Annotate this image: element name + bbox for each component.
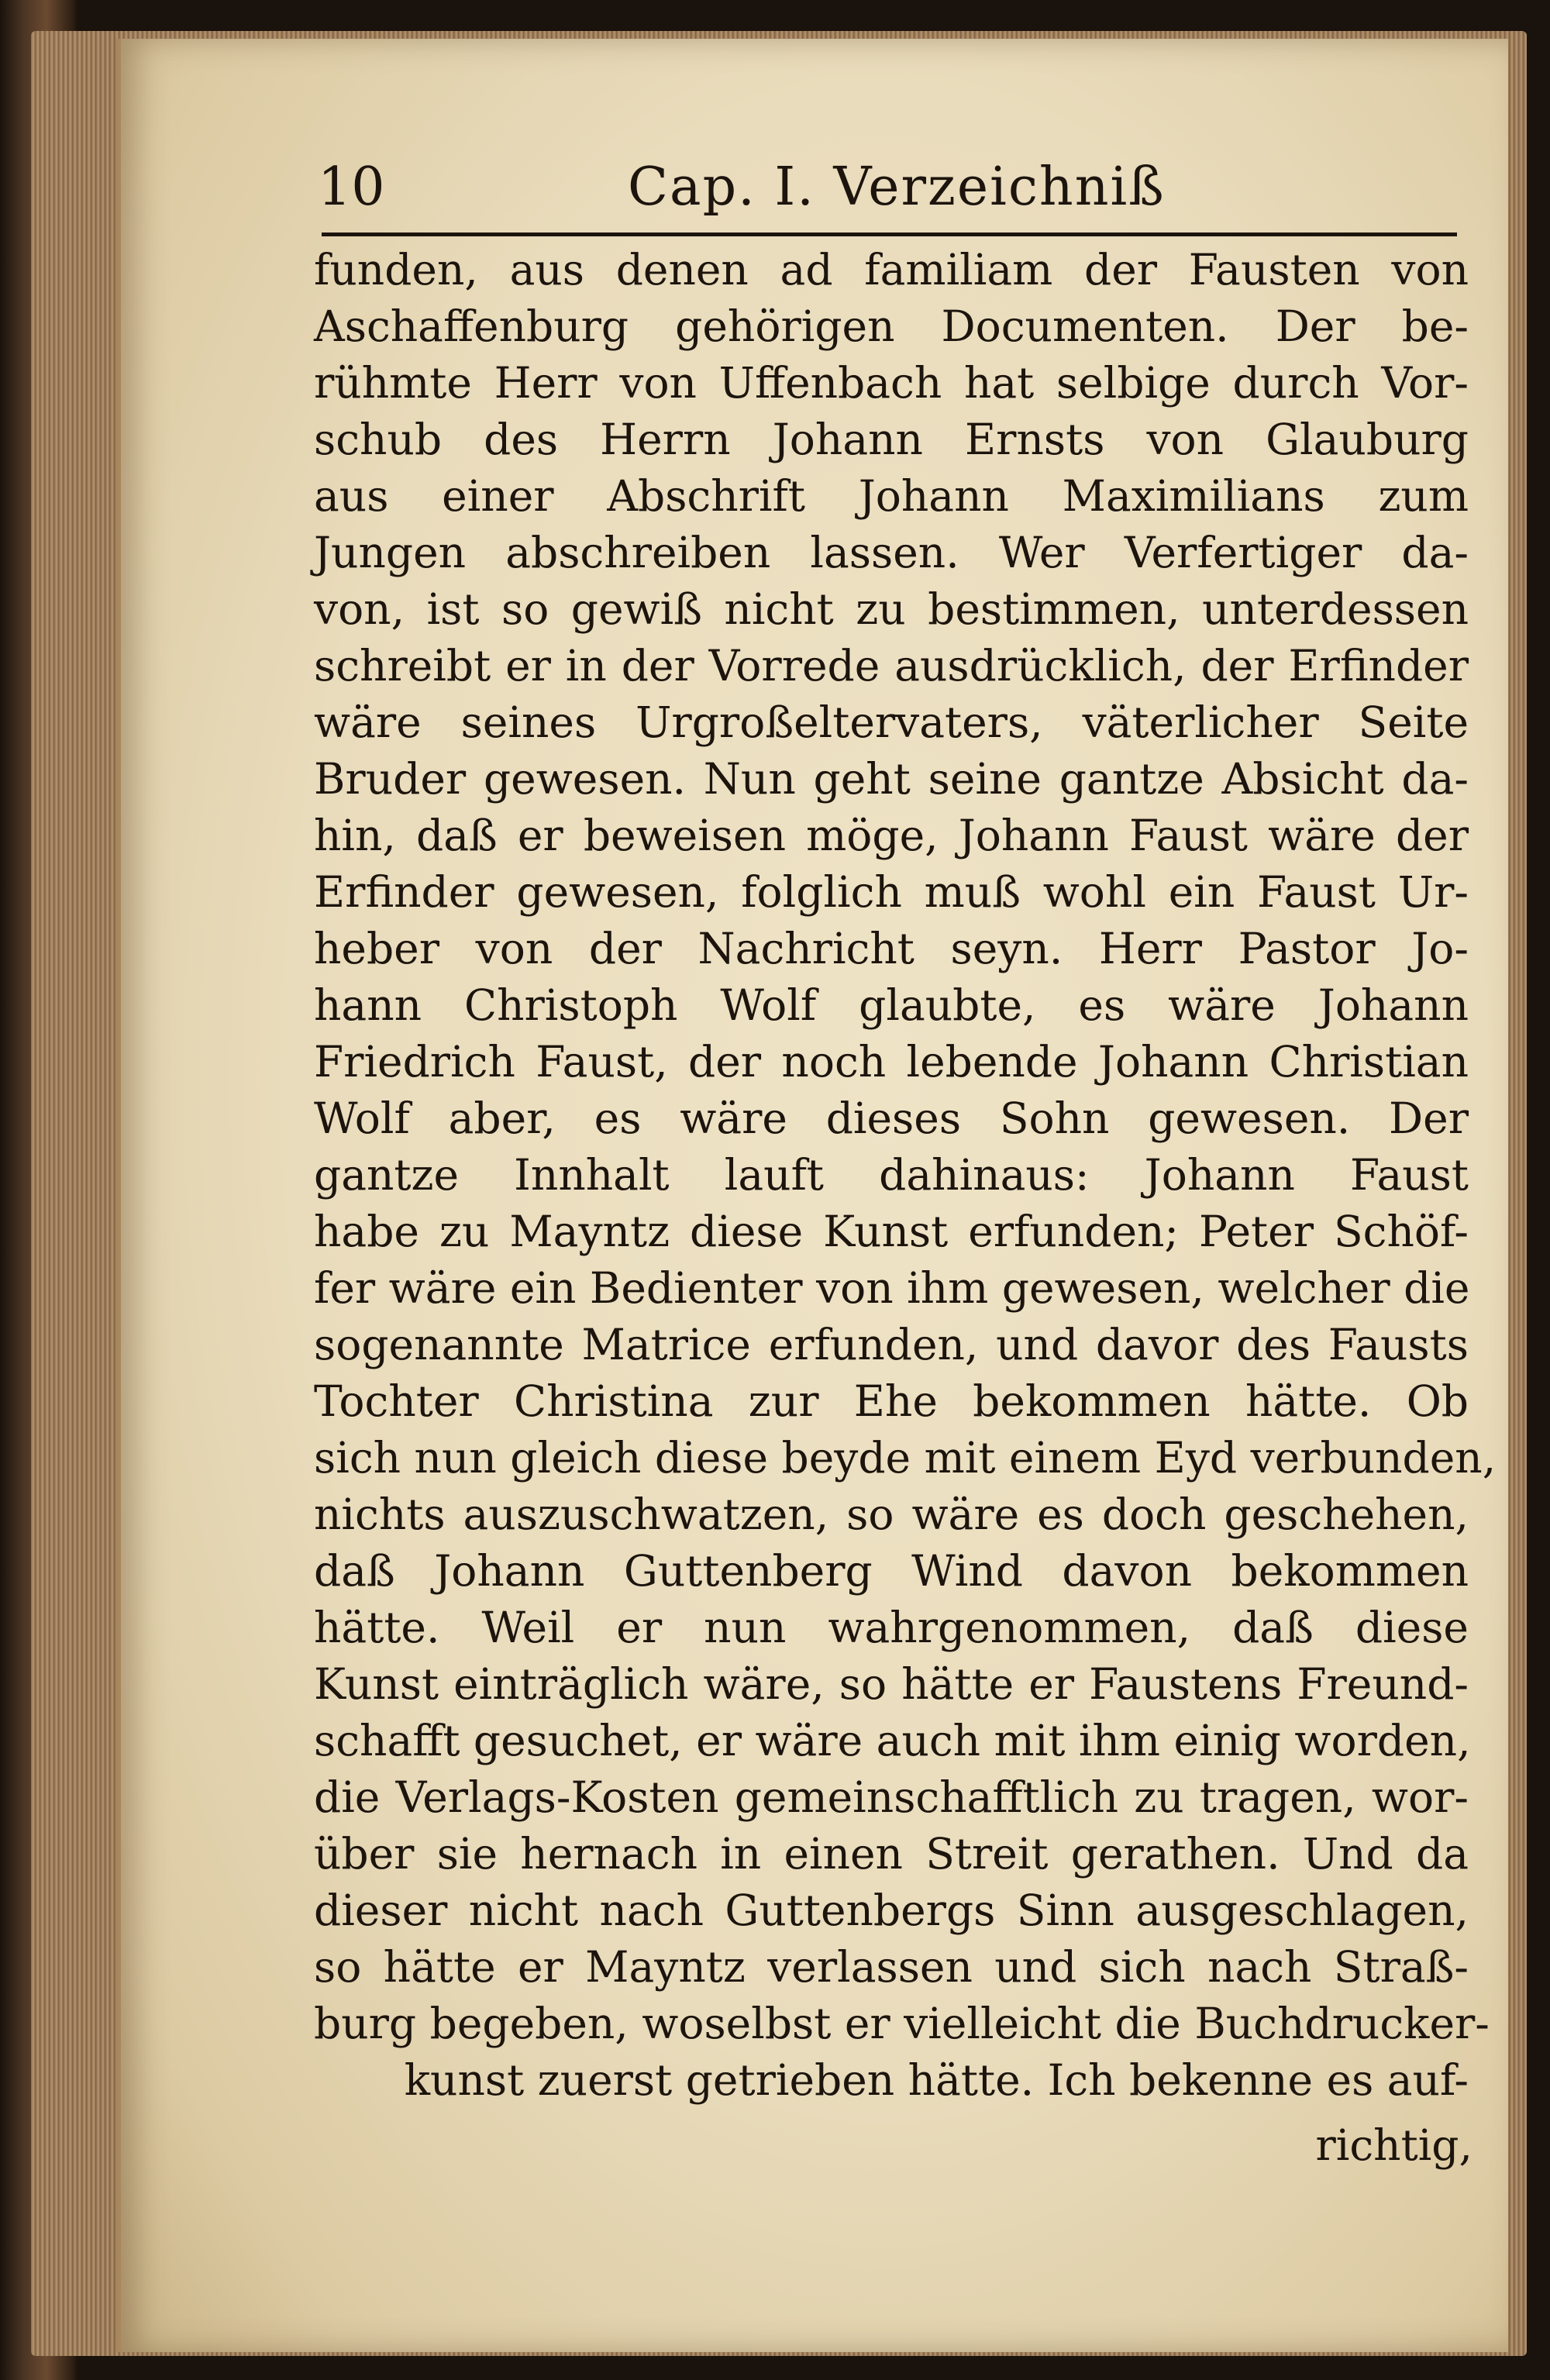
text-line: so hätte er Mayntz verlassen und sich nach Straß- <box>314 1942 1469 1992</box>
text-line: hann Christoph Wolf glaubte, es wäre Johann <box>314 980 1469 1030</box>
text-line: burg begeben, woselbst er vielleicht die Buchdrucker- <box>314 1999 1490 2048</box>
text-line: aus einer Abschrift Johann Maximilians zum <box>314 471 1469 521</box>
page-number: 10 <box>318 157 385 218</box>
text-line: gantze Innhalt lauft dahinaus: Johann Faust <box>314 1150 1469 1200</box>
text-line: Wolf aber, es wäre dieses Sohn gewesen. Der <box>314 1094 1469 1143</box>
text-line: sich nun gleich diese beyde mit einem Eyd verbunden, <box>314 1433 1497 1483</box>
text-line: habe zu Mayntz diese Kunst erfunden; Peter Schöf- <box>314 1207 1469 1256</box>
text-line: wäre seines Urgroßeltervaters, väterlicher Seite <box>314 697 1469 747</box>
body-text <box>314 242 1497 2109</box>
text-line: dieser nicht nach Guttenbergs Sinn ausgeschlagen, <box>314 1886 1469 1935</box>
text-line: hin, daß er beweisen möge, Johann Faust wäre der <box>314 811 1469 860</box>
text-line: sogenannte Matrice erfunden, und davor des Fausts <box>314 1320 1469 1369</box>
text-line: rühmte Herr von Uffenbach hat selbige durch Vor- <box>314 358 1469 408</box>
text-line: nichts auszuschwatzen, so wäre es doch geschehen, <box>314 1490 1469 1539</box>
header-rule <box>322 232 1457 236</box>
text-line: heber von der Nachricht seyn. Herr Pastor Jo- <box>314 924 1469 973</box>
text-line: Erfinder gewesen, folglich muß wohl ein Faust Ur- <box>314 867 1469 917</box>
text-line: Tochter Christina zur Ehe bekommen hätte. Ob <box>314 1376 1469 1426</box>
catchword: richtig, <box>1315 2120 1472 2170</box>
page-header <box>318 147 1472 232</box>
text-line: schafft gesuchet, er wäre auch mit ihm einig worden, <box>314 1716 1471 1765</box>
text-line: Bruder gewesen. Nun geht seine gantze Absicht da- <box>314 754 1469 804</box>
text-line: von, ist so gewiß nicht zu bestimmen, unterdessen <box>314 584 1469 634</box>
text-line: funden, aus denen ad familiam der Fausten von <box>314 245 1469 294</box>
text-line: schub des Herrn Johann Ernsts von Glauburg <box>314 415 1469 464</box>
text-line: Aschaffenburg gehörigen Documenten. Der be- <box>314 301 1469 351</box>
text-line: kunst zuerst getrieben hätte. Ich bekenne es auf- <box>404 2055 1469 2105</box>
running-head: Cap. I. Verzeichniß <box>628 157 1166 218</box>
text-line: Kunst einträglich wäre, so hätte er Faustens Freund- <box>314 1659 1469 1709</box>
text-line: Friedrich Faust, der noch lebende Johann Christian <box>314 1037 1469 1087</box>
text-line: fer wäre ein Bedienter von ihm gewesen, welcher die <box>314 1263 1470 1313</box>
text-line: daß Johann Guttenberg Wind davon bekommen <box>314 1546 1469 1596</box>
text-line: über sie hernach in einen Streit gerathen. Und da <box>314 1829 1469 1879</box>
text-line: schreibt er in der Vorrede ausdrücklich, der Erfinder <box>314 641 1469 691</box>
text-line: die Verlags-Kosten gemeinschafftlich zu tragen, wor- <box>314 1772 1469 1822</box>
text-line: hätte. Weil er nun wahrgenommen, daß diese <box>314 1603 1469 1652</box>
text-line: Jungen abschreiben lassen. Wer Verfertiger da- <box>314 528 1469 577</box>
